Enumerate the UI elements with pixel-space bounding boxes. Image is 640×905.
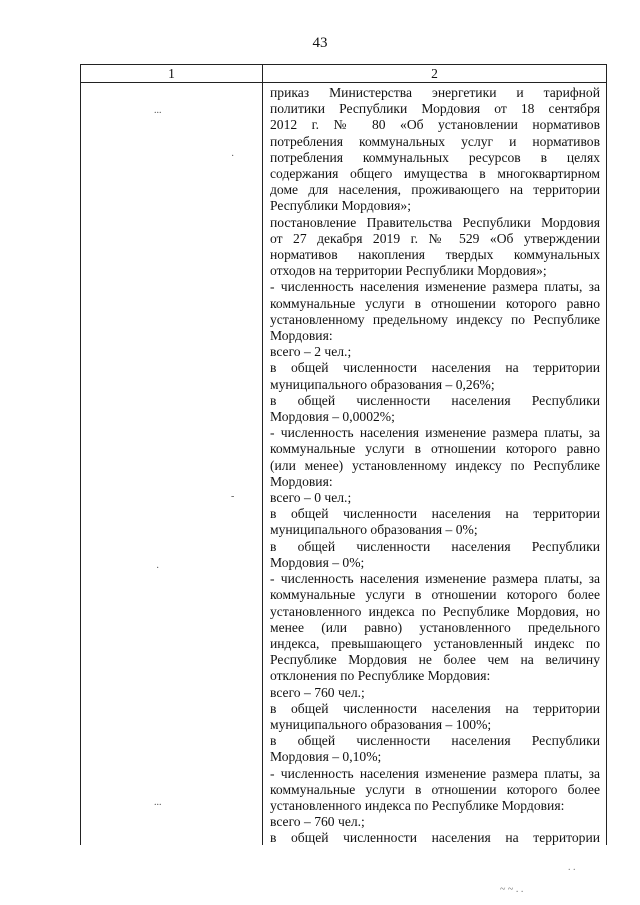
text-line: - численность населения изменение размера платы, за [270, 279, 600, 295]
scan-mark: · [231, 151, 235, 162]
text-line: (или менее) установленному индексу по Республике [270, 457, 600, 473]
column-2-header: 2 [431, 66, 438, 81]
text-line: - численность населения изменение размера платы, за [270, 571, 600, 587]
text-line: - численность населения изменение размера платы, за [270, 425, 600, 441]
text-line: нормативов накопления твердых коммунальных [270, 247, 600, 263]
scan-mark: ... [154, 797, 162, 808]
text-line: доме для населения, проживающего на территории [270, 182, 600, 198]
text-line: Республики Мордовия»; [270, 198, 411, 214]
text-line: в общей численности населения на территории [270, 506, 600, 522]
text-line: от 27 декабря 2019 г. № 529 «Об утверждении [270, 230, 600, 246]
text-line: в общей численности населения на территории [270, 700, 600, 716]
column-1-cell [81, 83, 263, 845]
text-line: - численность населения изменение размера платы, за [270, 765, 600, 781]
text-line: муниципального образования – 100%; [270, 716, 492, 732]
column-1-header: 1 [81, 65, 263, 82]
text-line: постановление Правительства Республики Мордовия [270, 214, 600, 230]
column-2-cell [263, 83, 606, 845]
text-line: всего – 760 чел.; [270, 814, 365, 830]
document-table [80, 64, 607, 845]
text-line: в общей численности населения на территории [270, 360, 600, 376]
text-line: всего – 0 чел.; [270, 490, 352, 506]
text-line: отклонения по Республике Мордовия: [270, 668, 491, 684]
text-line: Мордовия – 0,0002%; [270, 409, 395, 425]
text-line: приказ Министерства энергетики и тарифной [270, 85, 600, 100]
text-line: установленного индекса по Республике Мордовия: [270, 797, 565, 813]
text-line: Мордовия – 0%; [270, 554, 365, 570]
text-line: коммунальные услуги в отношении которого равно [270, 441, 600, 457]
text-line: Мордовия: [270, 328, 333, 344]
scan-mark: . . [568, 862, 576, 873]
text-line: установленному предельному индексу по Республике [270, 311, 600, 327]
text-line: коммунальные услуги в отношении которого равно [270, 295, 600, 311]
text-line: Республике Мордовия не более чем на величину [270, 652, 600, 668]
text-line: 2012 г. № 80 «Об установлении нормативов [270, 117, 600, 133]
scan-mark: · [156, 563, 160, 574]
text-line: всего – 2 чел.; [270, 344, 352, 360]
text-line: потребления коммунальных ресурсов в целях [270, 149, 600, 165]
table-header-row [81, 65, 606, 83]
text-line: менее (или равно) установленного предельного [270, 619, 600, 635]
text-line: политики Республики Мордовия от 18 сентября [270, 101, 600, 117]
scan-mark: - [231, 491, 235, 502]
text-line: отходов на территории Республики Мордовия»; [270, 263, 547, 279]
text-line: коммунальные услуги в отношении которого более [270, 781, 600, 797]
text-line: в общей численности населения Республики [270, 538, 600, 554]
text-line: коммунальные услуги в отношении которого более [270, 587, 600, 603]
text-line: в общей численности населения на территории [270, 830, 600, 845]
text-line: муниципального образования – 0%; [270, 522, 478, 538]
text-line: индекса, превышающего установленный индекс по [270, 635, 600, 651]
text-line: Мордовия: [270, 473, 333, 489]
text-line: Мордовия – 0,10%; [270, 749, 382, 765]
text-line: содержания общего имущества в многоквартирном [270, 166, 600, 182]
text-line: всего – 760 чел.; [270, 684, 365, 700]
text-line: потребления коммунальных услуг и нормативов [270, 133, 600, 149]
scan-mark: ~ ~ . . [500, 884, 524, 895]
text-line: муниципального образования – 0,26%; [270, 376, 495, 392]
text-line: в общей численности населения Республики [270, 733, 600, 749]
scan-mark: ... [154, 105, 162, 116]
text-line: установленного индекса по Республике Мордовия, но [270, 603, 600, 619]
table-body-row [81, 83, 606, 845]
text-line: в общей численности населения Республики [270, 392, 600, 408]
page-number: 43 [312, 35, 328, 51]
